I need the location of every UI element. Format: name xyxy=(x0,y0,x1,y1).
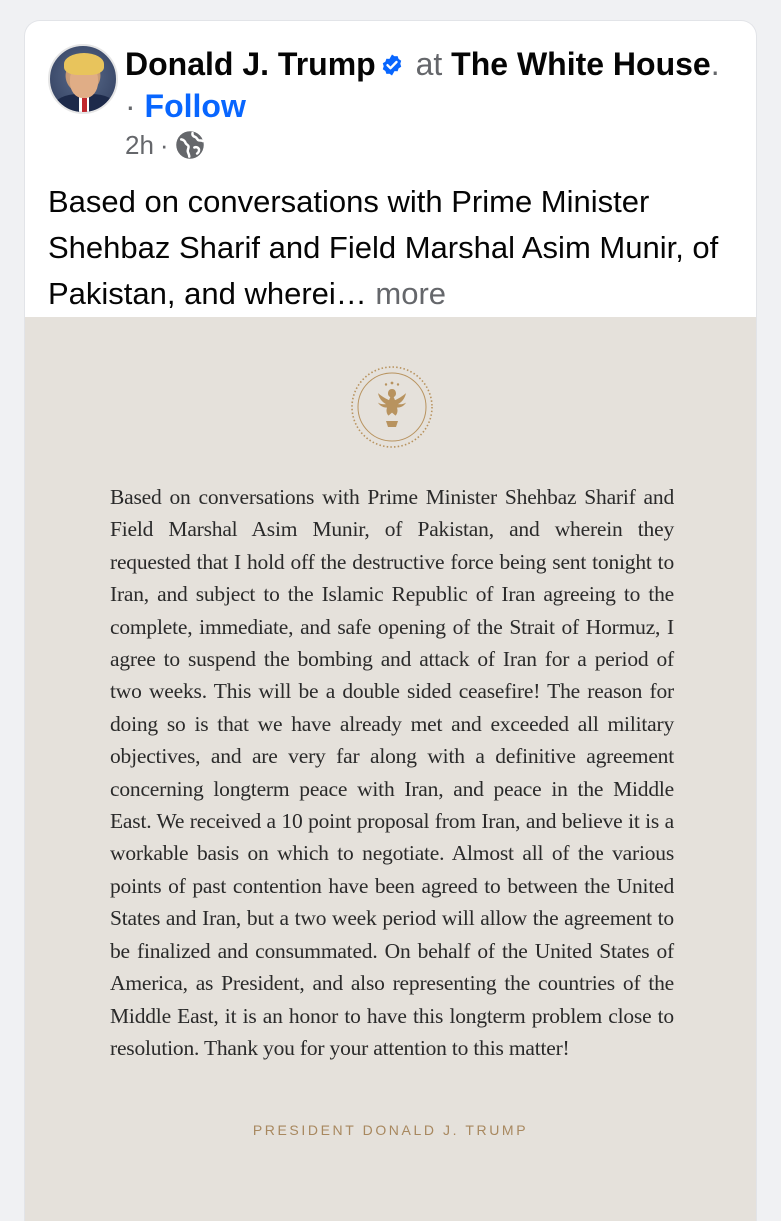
post-timestamp[interactable]: 2h xyxy=(125,129,154,160)
post-card xyxy=(24,20,757,1221)
statement-signature: PRESIDENT DONALD J. TRUMP xyxy=(252,1122,529,1138)
statement-body: Based on conversations with Prime Minister Shehbaz Sharif and Field Marshal Asim Munir, of Pakistan, and wherein they requested that I hold off the destructive force being sent tonight to Iran, and subject to the Islamic Republic of Iran agreeing to the complete, immediate, and safe opening of the Strait of Hormuz, I agree to suspend the bombing and attack of Iran for a period of two weeks. This will be a double sided ceasefire! The reason for doing so is that we have already met and exceeded all military objectives, and are very far along with a definitive agreement concerning longterm peace with Iran, and peace in the Middle East. We received a 10 point proposal from Iran, and believe it is a workable basis on which to negotiate. Almost all of the various points of past contention have been agreed to between the United States and Iran, but a two week period will allow the agreement to be finalized and consummated. On behalf of the United States of America, as President, and also representing the countries of the Middle East, it is an honor to have this longterm problem close to resolution. Thank you for your attention to this matter! xyxy=(110,485,674,1060)
header-separator: · xyxy=(125,88,136,124)
presidential-seal-icon xyxy=(350,365,434,449)
post-text-preview: Based on conversations with Prime Minister Shehbaz Sharif and Field Marshal Asim Munir, of Pakistan, and wherei… xyxy=(48,184,719,311)
follow-button[interactable]: Follow xyxy=(144,88,246,124)
statement-image[interactable] xyxy=(25,317,756,1221)
verified-badge-icon xyxy=(380,53,404,77)
post-header xyxy=(125,43,735,127)
at-label: at xyxy=(415,46,443,82)
see-more-link[interactable]: more xyxy=(375,276,447,311)
post-meta xyxy=(125,129,205,161)
location-suffix: . xyxy=(710,46,720,82)
author-avatar[interactable] xyxy=(48,44,118,114)
author-name[interactable]: Donald J. Trump xyxy=(125,46,376,82)
post-text xyxy=(48,179,738,317)
location-link[interactable]: The White House xyxy=(451,46,711,82)
meta-separator: · xyxy=(159,129,169,160)
globe-icon[interactable] xyxy=(175,130,205,160)
